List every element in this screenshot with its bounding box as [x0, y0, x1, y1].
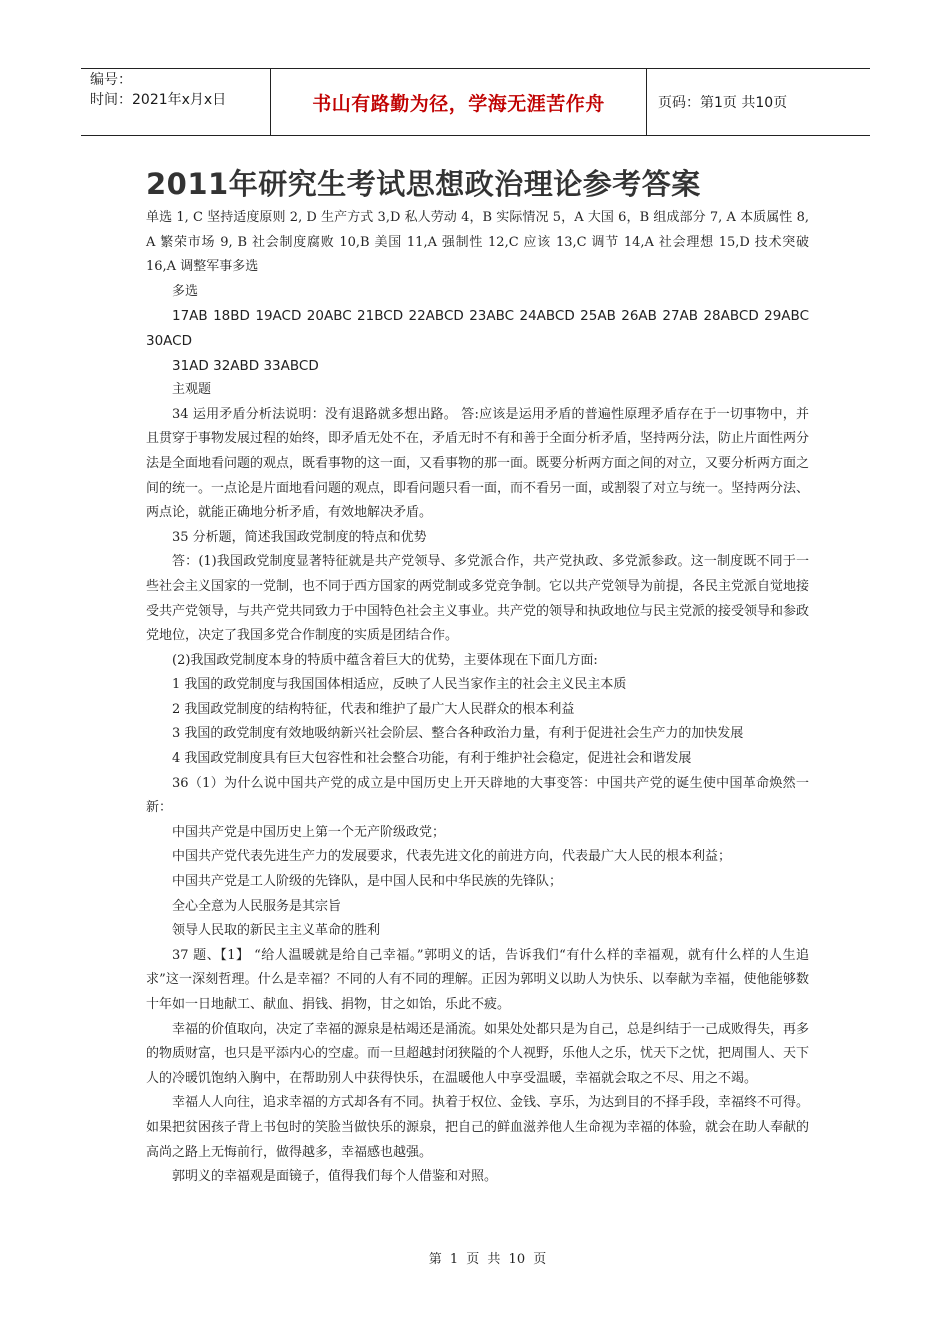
- paragraph: 幸福人人向往，追求幸福的方式却各有不同。执着于权位、金钱、享乐，为达到目的不择手段，幸福终不可得。如果把贫困孩子背上书包时的笑脸当做快乐的源泉，把自己的鲜血滋养他人生命视为幸福的体验，就会在助人奉献的高尚之路上无悔前行，做得越多，幸福感也越强。: [146, 1095, 810, 1160]
- paragraph: 34 运用矛盾分析法说明：没有退路就多想出路。 答:应该是运用矛盾的普遍性原理矛盾存在于一切事物中，并且贯穿于事物发展过程的始终，即矛盾无处不在，矛盾无时不有和善于全面分析矛盾，坚持两分法，防止片面性两分法是全面地看问题的观点，既看事物的这一面，又看事物的那一面。既要分析两方面之间的对立，又要分析两方面之间的统一。一点论是片面地看问题的观点，即看问题只看一面，而不看另一面，或割裂了对立与统一。坚持两分法、两点论，就能正确地分析矛盾，有效地解决矛盾。: [146, 406, 810, 521]
- paragraph: 17AB 18BD 19ACD 20ABC 21BCD 22ABCD 23ABC 24ABCD 25AB 26AB 27AB 28ABCD 29ABC 30ACD: [146, 308, 809, 349]
- paragraph: 1 我国的政党制度与我国国体相适应，反映了人民当家作主的社会主义民主本质: [172, 677, 627, 693]
- number-label: 编号：: [90, 72, 132, 88]
- document-title: 2011年研究生考试思想政治理论参考答案: [146, 167, 701, 201]
- page-header: [81, 68, 870, 136]
- paragraph: 4 我国政党制度具有巨大包容性和社会整合功能，有利于维护社会稳定，促进社会和谐发展: [172, 751, 692, 767]
- paragraph: (2)我国政党制度本身的特质中蕴含着巨大的优势，主要体现在下面几方面:: [172, 652, 598, 668]
- paragraph: 郭明义的幸福观是面镜子，值得我们每个人借鉴和对照。: [172, 1169, 498, 1185]
- paragraph: 中国共产党是中国历史上第一个无产阶级政党；: [172, 824, 446, 840]
- paragraph: 中国共产党代表先进生产力的发展要求，代表先进文化的前进方向，代表最广大人民的根本利益；: [172, 849, 732, 865]
- paragraph: 答：(1)我国政党制度显著特征就是共产党领导、多党派合作，共产党执政、多党派参政。这一制度既不同于一些社会主义国家的一党制，也不同于西方国家的两党制或多党竞争制。它以共产党领导为前提，各民主党派自觉地接受共产党领导，与共产党共同致力于中国特色社会主义事业。共产党的领导和执政地位与民主党派的接受领导和参政党地位，决定了我国多党合作制度的实质是团结合作。: [146, 554, 810, 644]
- paragraph: 35 分析题，简述我国政党制度的特点和优势: [172, 529, 427, 545]
- paragraph: 3 我国的政党制度有效地吸纳新兴社会阶层、整合各种政治力量，有利于促进社会生产力的加快发展: [172, 726, 744, 742]
- motto: 书山有路勤为径，学海无涯苦作舟: [312, 92, 605, 115]
- paragraph: 多选: [172, 283, 199, 299]
- paragraph: 全心全意为人民服务是其宗旨: [172, 898, 342, 914]
- document-body: [146, 206, 809, 1190]
- paragraph: 36（1）为什么说中国共产党的成立是中国历史上开天辟地的大事变答：中国共产党的诞生使中国革命焕然一新：: [146, 775, 809, 816]
- page-info: 页码：第1页 共10页: [658, 95, 788, 111]
- header-page-info-cell: [647, 69, 870, 135]
- paragraph: 31AD 32ABD 33ABCD: [172, 357, 319, 374]
- paragraph: 幸福的价值取向，决定了幸福的源泉是枯竭还是涌流。如果处处都只是为自己，总是纠结于一己成败得失，再多的物质财富，也只是平添内心的空虚。而一旦超越封闭狭隘的个人视野，乐他人之乐，忧天下之忧，把周围人、天下人的冷暖饥饱纳入胸中，在帮助别人中获得快乐，在温暖他人中享受温暖，幸福就会取之不尽、用之不竭。: [146, 1021, 810, 1086]
- paragraph: 中国共产党是工人阶级的先锋队，是中国人民和中华民族的先锋队；: [172, 874, 563, 890]
- page-footer: [0, 1248, 950, 1267]
- paragraph: 2 我国政党制度的结构特征，代表和维护了最广大人民群众的根本利益: [172, 701, 575, 717]
- paragraph: 37 题、【1】 “给人温暖就是给自己幸福。”郭明义的话，告诉我们“有什么样的幸福观，就有什么样的人生追求”这一深刻哲理。什么是幸福？不同的人有不同的理解。正因为郭明义以助人为快乐、以奉献为幸福，使他能够数十年如一日地献工、献血、捐钱、捐物，甘之如饴，乐此不疲。: [146, 947, 809, 1012]
- paragraph: 主观题: [172, 382, 212, 398]
- paragraph: 领导人民取的新民主主义革命的胜利: [172, 923, 381, 939]
- footer-page-number: 第 1 页 共 10 页: [428, 1252, 547, 1267]
- time-label: 时间：2021年x月x日: [90, 92, 227, 108]
- header-meta: [81, 69, 271, 135]
- paragraph: 单选 1, C 坚持适度原则 2, D 生产方式 3,D 私人劳动 4，B 实际情况 5，A 大国 6，B 组成部分 7, A 本质属性 8, A 繁荣市场 9, B 社会制度腐败 10,B 美国 11,A 强制性 12,C 应该 13,C 调节 14,A 社会理想 15,D 技术突破 16,A 调整军事多选: [146, 210, 809, 275]
- header-motto-cell: [271, 69, 647, 135]
